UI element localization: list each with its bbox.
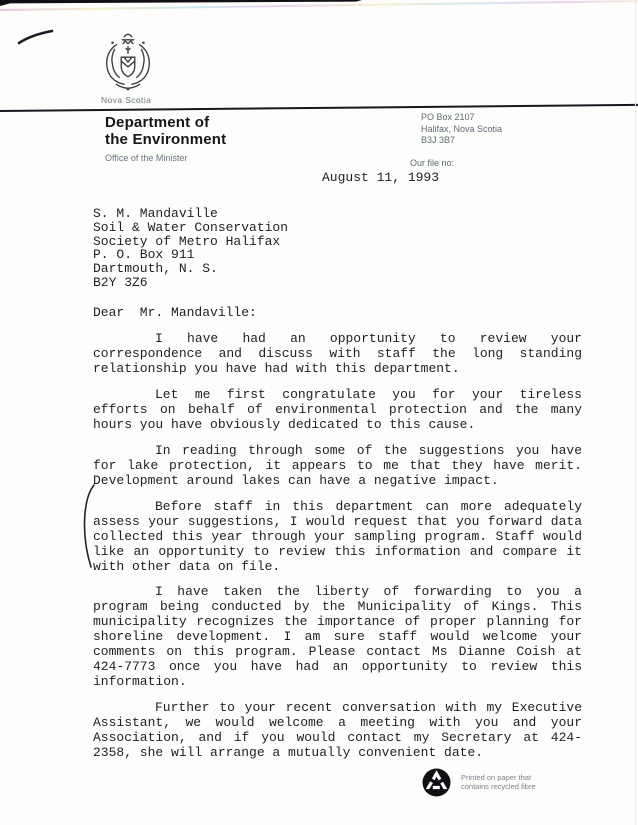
recipient-postal-code: B2Y 3Z6	[93, 274, 148, 290]
letter-body	[93, 170, 582, 760]
paragraph-1: I have had an opportunity to review your correspondence and discuss with staff the long standing relationship you have had with this department.	[93, 330, 582, 376]
letterhead-address	[421, 112, 502, 147]
letterhead-divider	[0, 104, 638, 113]
recipient-name: S. M. Mandaville	[93, 206, 218, 221]
paragraph-5: I have taken the liberty of forwarding to you a program being conducted by the Municipality of Kings. This municipality recognizes the importance of proper planning for shoreline development. I am sure staff would welcome your comments on this program. Please contact Ms Dianne Coish at 424-7773 once you have had an opportunity to review this information.	[93, 583, 582, 689]
paragraph-4: Before staff in this department can more adequately assess your suggestions, I would request that you forward data collected this year through your sampling program. Staff would like an opportunity to review this information and compare it with other data on file.	[93, 498, 582, 574]
recipient-po-box: P. O. Box 911	[93, 247, 195, 263]
paragraph-6: Further to your recent conversation with my Executive Assistant, we would welcome a meeting with you and your Association, and if you would contact my Secretary at 424-2358, she will arrange a mutually convenient date.	[93, 699, 582, 760]
letterhead-postal-code: B3J 3B7	[421, 135, 456, 145]
recipient-address-block	[93, 207, 582, 290]
letterhead-city: Halifax, Nova Scotia	[421, 123, 503, 134]
file-number-label: Our file no:	[410, 158, 455, 168]
logo-caption: Nova Scotia	[101, 95, 152, 105]
recipient-org-line1: Soil & Water Conservation	[93, 219, 289, 235]
department-name-line1: Department of	[105, 114, 210, 131]
department-name-line2: the Environment	[105, 131, 227, 148]
margin-bracket-annotation	[79, 483, 99, 569]
recycled-paper-text-line2: contains recycled fibre	[461, 782, 536, 791]
recipient-org-line2: Society of Metro Halifax	[93, 233, 281, 249]
recycled-paper-text-line1: Printed on paper that	[461, 773, 532, 782]
paragraph-2: Let me first congratulate you for your tireless efforts on behalf of environmental protection and the many hours you have obviously dedicated to this cause.	[93, 386, 582, 432]
office-of-minister-label: Office of the Minister	[105, 153, 188, 163]
department-name	[105, 114, 226, 148]
recipient-city: Dartmouth, N. S.	[93, 261, 218, 277]
letterhead-po-box: PO Box 2107	[421, 112, 475, 122]
recycled-paper-text	[461, 773, 536, 791]
pen-mark-annotation	[16, 26, 58, 48]
nova-scotia-coat-of-arms-logo	[99, 31, 157, 95]
scan-right-edge-artifact	[635, 0, 636, 825]
recycled-paper-note	[421, 767, 536, 798]
paragraph-3: In reading through some of the suggestions you have for lake protection, it appears to me that they have merit. Development around lakes can have a negative impact.	[93, 442, 582, 488]
salutation: Dear Mr. Mandaville:	[93, 304, 257, 320]
recycle-icon	[421, 767, 452, 798]
letter-date: August 11, 1993	[322, 170, 440, 185]
